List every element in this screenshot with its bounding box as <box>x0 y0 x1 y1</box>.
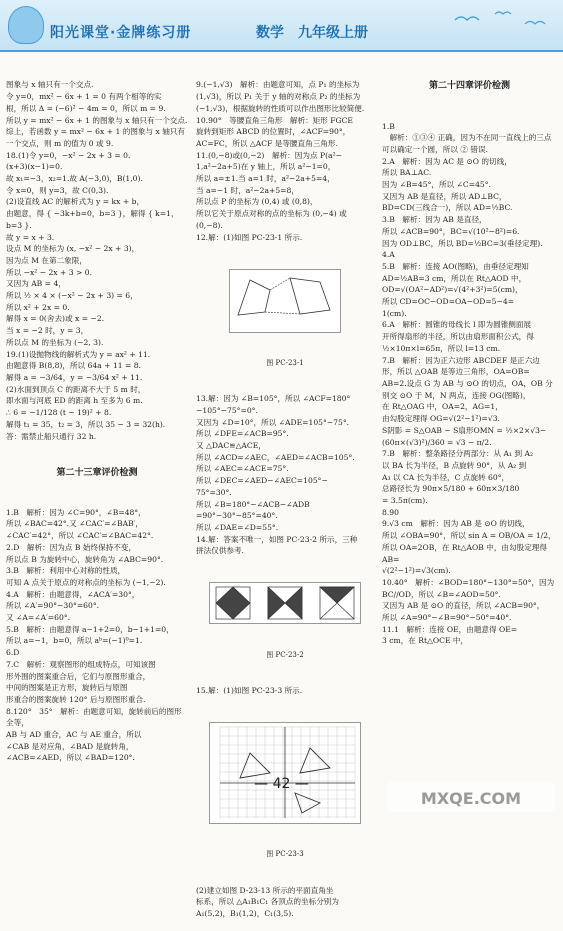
answer-line: 15.解：(1)如图 PC-23-3 所示. <box>196 685 303 695</box>
answer-line: 当 x = −2 时，y = 3， <box>6 326 89 336</box>
answer-line: 所以 −x² − 2x + 3 > 0. <box>6 267 93 277</box>
figure-2-caption: 图 PC-23-2 <box>266 650 304 659</box>
answer-line: = 3.5π(cm). <box>382 496 428 506</box>
answer-line: 拼法仅供参考. <box>196 546 244 556</box>
answer-line: 答：需禁止船只通行 32 h. <box>6 431 97 441</box>
answer-line: 7.C 解析：观察图形的组成特点，可知该图 <box>6 659 156 669</box>
answer-line: 所以 CD=OC−OD=OA−OD=5−4= <box>382 297 515 307</box>
answer-line: 8.120° 35° 解析：由题意可知，旋转前后的图形全等， <box>6 706 182 728</box>
answer-line: 7.B 解析：整条路径分两部分：从 A₁ 到 A₂ <box>382 449 534 459</box>
answer-line: 中间的图案是正方形，旋转后与原图 <box>6 683 128 693</box>
answer-line: 解析：①③④ 正确，因为不在同一直线上的三点 <box>382 133 552 143</box>
page-number: — 42 — <box>254 776 309 792</box>
answer-line: 由题意得 B(8,8)，所以 64a + 11 = 8. <box>6 361 142 371</box>
answer-line: 令 y=0，mx² − 6x + 1 = 0 有两个相等的实 <box>6 92 162 102</box>
answer-line: 因为点 M 在第二象限， <box>6 255 87 265</box>
answer-line: 由勾股定理得 OG=√(2²−1²)=√3. <box>382 414 500 424</box>
figure-3-caption: 图 PC-23-3 <box>266 850 304 859</box>
answer-line: 图象与 x 轴只有一个交点. <box>6 80 94 90</box>
answer-line: 6.D <box>6 648 20 658</box>
answer-line: 所以 a=±1.当 a=1 时，a²−2a+5=4， <box>196 174 335 184</box>
watermark-logo-icon <box>387 778 557 814</box>
answer-line: 75°=30°. <box>196 487 232 497</box>
answer-line: 所以 ∠B=180°−∠ACB−∠ADB <box>196 499 310 509</box>
answer-line: 又 △DAC≌△ACE， <box>196 440 266 450</box>
answer-line: 当 a=−1 时，a²−2a+5=8， <box>196 185 299 195</box>
answer-line: 9.√3 cm 解析：因为 AB 是 ⊙O 的切线， <box>382 519 530 529</box>
answer-line: 所以 ∠DAE=∠D=55°. <box>196 522 279 532</box>
answer-line: √(2²−1²)=√3(cm). <box>382 566 451 576</box>
answer-line: ∠CAB 是对应角，∠BAD 是旋转角， <box>6 741 134 751</box>
answer-line: 标系，所以 △A₁B₁C₁ 各顶点的坐标分别为 <box>196 897 339 907</box>
answer-line: 故 x₁=−3，x₂=1.故 A(−3,0)，B(1,0). <box>6 174 143 184</box>
answer-line: 所以 ∠A=90°−∠B=90°−50°=40°. <box>382 613 512 623</box>
answer-line: 在 Rt△OAG 中，OA=2，AG=1， <box>382 402 503 412</box>
answer-line: (−1,√3)，根据旋转的性质可以作出图形比较简便. <box>196 103 365 113</box>
answer-line: 以 BA 长为半径，B 点旋转 90°，从 A₂ 到 <box>382 460 527 470</box>
answer-line: ∠ACB=∠AED，所以 ∠BAD=120°. <box>6 753 135 763</box>
answer-line: 1,a²−2a+5)在 y 轴上，所以 a²−1=0， <box>196 162 336 172</box>
chapter-24-section-title: 第二十四章评价检测 <box>428 81 510 92</box>
figure-pc-23-3 <box>209 722 361 824</box>
answer-line: BC//OD，所以 ∠B=∠AOD=50°. <box>382 589 501 599</box>
answer-line: 所以 BA⊥AC. <box>382 168 432 178</box>
answer-line: 11.1 解析：连接 OE，由题意得 OE= <box>382 624 518 634</box>
answer-line: 又因为 AB = 4， <box>6 279 66 289</box>
col1-answers-part-b <box>6 507 188 764</box>
answer-line: =90°−30°−85°=40°. <box>196 511 278 521</box>
answer-line: 所以 x² + 2x = 0. <box>6 302 70 312</box>
answer-line: 1.B 解析：因为 ∠C=90°，∠B=48°， <box>6 507 146 517</box>
col3-answers <box>382 121 557 648</box>
answer-line: 开所得扇形的半径，所以由扇形面积公式，得 <box>382 332 534 342</box>
answer-line: A₃ 以 CA 长为半径，C 点旋转 60°， <box>382 472 510 482</box>
answer-line: (60π×(√3)²)/360 = √3 − π/2. <box>382 437 492 447</box>
answer-line: ½×10π×l=65π，所以 l=13 cm. <box>382 343 501 353</box>
answer-line: AB=2.设点 G 为 AB 与 ⊙O 的切点，OA，OB 分 <box>382 378 553 388</box>
answer-line: 所以 ½ × 4 × (−x² − 2x + 3) = 6， <box>6 291 138 301</box>
seagull-decoration-icon <box>435 4 555 46</box>
answer-line: 3 cm，在 Rt△OCE 中， <box>382 636 469 646</box>
answer-line: 根，所以 Δ = (−6)² − 4m = 0，所以 m = 9. <box>6 103 166 113</box>
answer-line: 2.D 解析：因为点 B 始终保持不变， <box>6 542 137 552</box>
answer-line: 所以 ∠A′=90°−30°=60°. <box>6 601 100 611</box>
answer-line: 所以点 P 的坐标为 (0,4) 或 (0,8)， <box>196 197 318 207</box>
answer-line: 令 x=0，则 y=3，故 C(0,3). <box>6 185 109 195</box>
answer-line: 6.A 解析：圆锥的母线长 l 即为圆锥侧面展 <box>382 320 532 330</box>
series-title: 阳光课堂·金牌练习册 <box>50 25 192 41</box>
col2-answers-part-b <box>196 393 374 557</box>
answer-line: A₁(5,2)，B₁(1,2)，C₁(3,5). <box>196 908 294 918</box>
figure-1-caption: 图 PC-23-1 <box>266 359 304 368</box>
answer-line: 4.A <box>382 250 395 260</box>
answer-line: 所以它关于原点对称的点的坐标为 (0,−4) 或 (0,−8). <box>196 209 350 230</box>
answer-line: 别交 ⊙O 于 M，N 两点，连接 OG(图略)， <box>382 390 531 400</box>
answer-line: 一个交点，则 m 的值为 0 或 9. <box>6 138 114 148</box>
answer-line: 9.(−1,√3) 解析：由题意可知，点 P₁ 的坐标为 <box>196 80 360 90</box>
answer-line: (1,√3)，所以 P₁ 关于 y 轴的对称点 P₂ 的坐标为 <box>196 92 361 102</box>
answer-line: 由题意，得 { −3k+b=0，b=3 }，解得 { k=1，b=3 }. <box>6 209 179 230</box>
grade-label: 九年级上册 <box>298 25 368 41</box>
figure-pc-23-1 <box>229 269 341 333</box>
figure-pc-23-2 <box>209 582 361 624</box>
answer-line: AB 与 AD 重合，AC 与 AE 重合，所以 <box>6 730 142 740</box>
answer-line: 10.40° 解析：∠BOD=180°−130°=50°，因为 <box>382 577 555 587</box>
answer-line: 又因为 AB 是 ⊙O 的直径，所以 ∠ACB=90°， <box>382 601 545 611</box>
answer-line: 又 ∠A=∠A′=60°. <box>6 613 71 623</box>
answer-line: 形重合的图案旋转 120° 后与原图形重合. <box>6 694 146 704</box>
answer-line: 因为 OD⊥BC，所以 BD=½BC=3(垂径定理). <box>382 238 543 248</box>
answer-line: 旋转到矩形 ABCD 的位置时，∠ACF=90°， <box>196 127 351 137</box>
answer-line: 解得 x = 0(舍去)或 x = −2. <box>6 314 105 324</box>
answer-line: 5.B 解析：连接 AO(图略)，由垂径定理知 <box>382 261 529 271</box>
answer-line: 所以 ∠ACD=∠AEC，∠AED=∠ACB=105°. <box>196 452 355 462</box>
answer-line: 所以点 B 为旋转中心，旋转角为 ∠ABC=90°. <box>6 554 164 564</box>
answer-line: 因为 ∠B=45°，所以 ∠C=45°. <box>382 180 491 190</box>
answer-line: AC=FC，所以 △ACF 是等腰直角三角形. <box>196 138 338 148</box>
answer-line: 1.B <box>382 121 395 131</box>
answer-line: 所以 ∠ACB=90°，BC=√(10²−8²)=6. <box>382 226 520 236</box>
answer-line: 形，所以 △OAB 是等边三角形，OA=OB= <box>382 367 530 377</box>
answer-line: 所以 y = mx² − 6x + 1 的图象与 x 轴只有一个交点. <box>6 115 188 125</box>
answer-line: 所以 OA=2OB，在 Rt△AOB 中，由勾股定理得 AB= <box>382 542 550 564</box>
answer-line: 设点 M 的坐标为 (x, −x² − 2x + 3)， <box>6 244 140 254</box>
answer-line: AD=½AB=3 cm，所以在 Rt△AOD 中， <box>382 273 527 283</box>
answer-line: 所以 ∠BAC=42°.又 ∠CAC′=∠BAB′， <box>6 519 143 529</box>
answer-line: −105°−75°=0°. <box>196 405 258 415</box>
col2-answers-part-a <box>196 79 374 243</box>
answer-line: ∴ 6 = −1/128 (t − 19)² + 8. <box>6 408 112 418</box>
answer-line: (2)设直线 AC 的解析式为 y = kx + b， <box>6 197 145 207</box>
answer-line: (2)建立如图 D-23-13 所示的平面直角坐 <box>196 885 334 895</box>
answer-line: 12.解：(1)如图 PC-23-1 所示. <box>196 232 303 242</box>
answer-line: 综上，若函数 y = mx² − 6x + 1 的图象与 x 轴只有 <box>6 127 185 137</box>
answer-line: 又因为 ∠D=10°，所以 ∠ADE=105°−75°. <box>196 417 350 427</box>
answer-line: S阴影 = S△OAB − S扇形OMN = ½×2×√3− <box>382 425 547 435</box>
answer-line: 形外围的图案重合后，它们与原图形重合， <box>6 671 151 681</box>
answer-line: 2.A 解析：因为 AC 是 ⊙O 的切线， <box>382 156 512 166</box>
answer-line: ∠CAC′=42°，所以 ∠CAC′=∠BAC=42°. <box>6 531 154 541</box>
answer-line: 3.B 解析：利用中心对称的性质， <box>6 566 126 576</box>
answer-line: 所以 ∠DEC=∠AED−∠AEC=105°− <box>196 476 328 486</box>
answer-line: 14.解：答案不唯一，如图 PC-23-2 所示，三种 <box>196 534 358 544</box>
col2-answers-part-d <box>196 885 374 920</box>
svg-text:MXQE.COM: MXQE.COM <box>420 789 522 808</box>
answer-line: 5.B 解析：由题意得 a−1+2=0，b−1+1=0， <box>6 624 174 634</box>
answer-line: 11.(0,−8)或(0,−2) 解析：因为点 P(a²− <box>196 150 342 160</box>
answer-line: 可知 A 点关于原点的对称点的坐标为 (−1,−2). <box>6 577 166 587</box>
chapter-23-section-title: 第二十三章评价检测 <box>56 467 138 478</box>
answer-line: 7.B 解析：因为正六边形 ABCDEF 是正六边 <box>382 355 540 365</box>
answer-line: 即水面与河底 ED 的距离 h 至多为 6 m. <box>6 396 143 406</box>
answer-line: (2)水面到顶点 C 的距离不大于 5 m 时， <box>6 384 146 394</box>
col2-answers-part-c <box>196 685 374 697</box>
answer-line: 所以 ∠DFE=∠ACB=95°. <box>196 429 289 439</box>
answer-line: 所以 ∠AEC=∠ACE=75°. <box>196 464 289 474</box>
answer-line: 所以 ∠OBA=90°，所以 sin A = OB/OA = 1/2， <box>382 531 556 541</box>
answer-line: (x+3)(x−1)=0. <box>6 162 63 172</box>
answer-line: 所以 a=−1，b=0，所以 aᵇ=(−1)⁰=1. <box>6 636 143 646</box>
column-1 <box>6 56 188 776</box>
answer-line: 故 y = x + 3. <box>6 232 55 242</box>
answer-line: 10.90° 等腰直角三角形 解析：矩形 FGCE <box>196 115 353 125</box>
book-logo-icon <box>8 6 44 44</box>
answer-line: 19.(1)设抛物线的解析式为 y = ax² + 11. <box>6 349 151 359</box>
answer-line: OD=√(OA²−AD²)=√(4²+3²)=5(cm)， <box>382 285 523 295</box>
answer-line: 所以点 M 的坐标为 (−2, 3). <box>6 337 104 347</box>
answer-line: 解得 a = −3/64，y = −3/64 x² + 11. <box>6 372 143 382</box>
answer-line: 可以确定一个圆，所以 ② 错误. <box>382 144 488 154</box>
answer-line: BD=CD(三线合一)，所以 AD=½BC. <box>382 203 513 213</box>
answer-line: 4.A 解析：由题意得，∠ACA′=30°， <box>6 589 140 599</box>
col1-answers-part-a <box>6 79 188 442</box>
answer-line: 又因为 AB 是直径，所以 AD⊥BC， <box>382 191 507 201</box>
page-header <box>0 0 563 52</box>
answer-line: 8.90 <box>382 507 399 517</box>
answer-line: 1(cm). <box>382 308 407 318</box>
answer-line: 总路径长为 90π×5/180 + 60π×3/180 <box>382 484 520 494</box>
answer-line: 13.解：因为 ∠B=105°，所以 ∠ACF=180° <box>196 394 351 404</box>
column-3 <box>382 56 557 776</box>
answer-line: 18.(1)令 y=0，−x² − 2x + 3 = 0. <box>6 150 131 160</box>
answer-line: 解得 t₁ = 35，t₂ = 3，所以 35 − 3 = 32(h). <box>6 419 166 429</box>
subject-label: 数学 <box>256 25 284 41</box>
answer-line: 3.B 解析：因为 AB 是直径， <box>382 215 487 225</box>
